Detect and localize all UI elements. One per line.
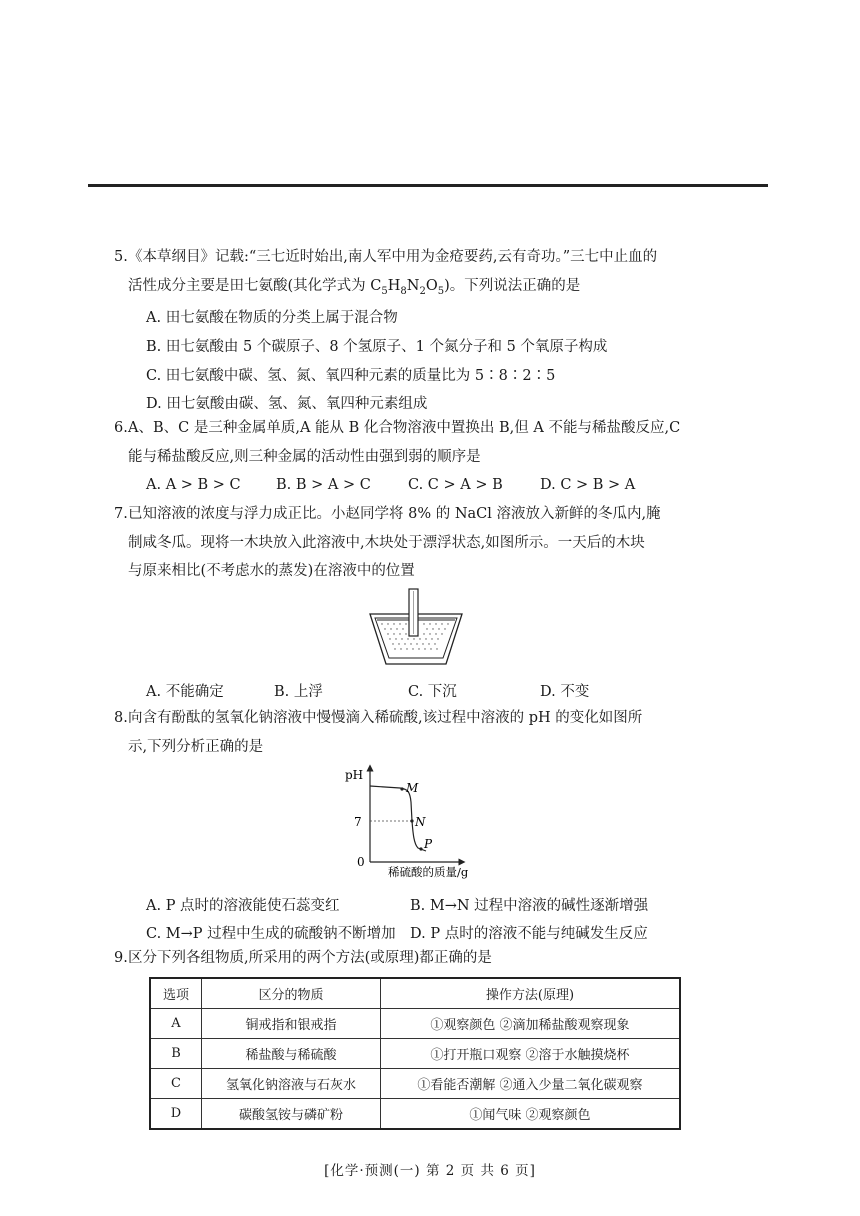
option-c: C. 下沉 xyxy=(408,684,457,700)
option-a: A. 田七氨酸在物质的分类上属于混合物 xyxy=(146,310,398,326)
table-row xyxy=(150,1009,680,1039)
x-axis-label: 稀硫酸的质量/g xyxy=(388,865,469,879)
question-number: 9. xyxy=(114,950,128,966)
table-cell: ①观察颜色 ②滴加稀盐酸观察现象 xyxy=(381,1009,681,1039)
option-c: C. M→P 过程中生成的硫酸钠不断增加 xyxy=(146,926,396,942)
question-text: 能与稀盐酸反应,则三种金属的活动性由强到弱的顺序是 xyxy=(128,448,481,465)
option-d: D. C > B > A xyxy=(540,477,636,493)
question-6 xyxy=(114,414,688,471)
origin-label: 0 xyxy=(357,855,365,869)
page-footer: [化学·预测(一) 第 2 页 共 6 页] xyxy=(324,1163,536,1179)
option-d: D. 不变 xyxy=(540,684,590,700)
question-7 xyxy=(114,500,688,586)
question-9 xyxy=(114,944,688,973)
comparison-table xyxy=(149,977,681,1130)
question-text: 与原来相比(不考虑水的蒸发)在溶液中的位置 xyxy=(128,563,415,579)
question-text: A、B、C 是三种金属单质,A 能从 B 化合物溶液中置换出 B,但 A 不能与稀盐酸反应,C xyxy=(128,420,681,436)
option-a: A. 不能确定 xyxy=(146,684,224,700)
table-cell: 稀盐酸与稀硫酸 xyxy=(202,1039,381,1069)
question-text: 制咸冬瓜。现将一木块放入此溶液中,木块处于漂浮状态,如图所示。一天后的木块 xyxy=(128,534,645,551)
question-5 xyxy=(114,243,688,306)
table-header: 区分的物质 xyxy=(202,978,381,1009)
question-text: 《本草纲目》记载:“三七近时始出,南人军中用为金疮要药,云有奇功。”三七中止血的 xyxy=(128,249,658,265)
question-text: 示,下列分析正确的是 xyxy=(128,738,264,755)
table-cell: ①闻气味 ②观察颜色 xyxy=(381,1099,681,1130)
question-text: 向含有酚酞的氢氧化钠溶液中慢慢滴入稀硫酸,该过程中溶液的 pH 的变化如图所 xyxy=(128,710,643,726)
table-row xyxy=(150,1069,680,1099)
option-b: B. B > A > C xyxy=(276,477,371,493)
question-number: 7. xyxy=(114,506,128,522)
option-d: D. 田七氨酸由碳、氢、氮、氧四种元素组成 xyxy=(146,396,428,412)
question-number: 8. xyxy=(114,710,128,726)
point-n xyxy=(410,819,413,822)
point-p xyxy=(419,847,422,850)
y-tick-label: 7 xyxy=(354,815,362,829)
table-cell: 铜戒指和银戒指 xyxy=(202,1009,381,1039)
point-p-label: P xyxy=(424,837,433,851)
y-axis-label: pH xyxy=(345,768,364,782)
option-d: D. P 点时的溶液不能与纯碱发生反应 xyxy=(410,926,648,942)
table-row xyxy=(150,1039,680,1069)
table-row xyxy=(150,1099,680,1130)
table-cell: ①看能否潮解 ②通入少量二氧化碳观察 xyxy=(381,1069,681,1099)
question-number: 6. xyxy=(114,420,128,436)
option-c: C. C > A > B xyxy=(408,477,503,493)
table-cell: ①打开瓶口观察 ②溶于水触摸烧杯 xyxy=(381,1039,681,1069)
table-cell: B xyxy=(150,1039,202,1069)
beaker-figure xyxy=(368,588,464,672)
question-text: 已知溶液的浓度与浮力成正比。小赵同学将 8% 的 NaCl 溶液放入新鲜的冬瓜内,腌 xyxy=(128,506,661,522)
table-header-row xyxy=(150,978,680,1009)
table-cell: D xyxy=(150,1099,202,1130)
option-b: B. 田七氨酸由 5 个碳原子、8 个氢原子、1 个氮分子和 5 个氧原子构成 xyxy=(146,339,608,355)
ph-chart xyxy=(330,762,510,882)
point-m-label: M xyxy=(406,781,419,795)
point-n-label: N xyxy=(415,815,426,829)
option-a: A. P 点时的溶液能使石蕊变红 xyxy=(146,898,340,914)
table-header: 操作方法(原理) xyxy=(381,978,681,1009)
question-text: 活性成分主要是田七氨酸(其化学式为 $C_5H_8N_2O_5$)。下列说法正确的是 xyxy=(128,277,581,297)
table-cell: 氢氧化钠溶液与石灰水 xyxy=(202,1069,381,1099)
option-b: B. 上浮 xyxy=(274,684,323,700)
question-number: 5. xyxy=(114,249,128,265)
option-c: C. 田七氨酸中碳、氢、氮、氧四种元素的质量比为 5∶8∶2∶5 xyxy=(146,368,556,384)
table-cell: C xyxy=(150,1069,202,1099)
header-rule xyxy=(88,184,768,187)
table-header: 选项 xyxy=(150,978,202,1009)
question-text: 区分下列各组物质,所采用的两个方法(或原理)都正确的是 xyxy=(128,950,492,966)
option-a: A. A > B > C xyxy=(146,477,241,493)
question-8 xyxy=(114,704,688,761)
option-b: B. M→N 过程中溶液的碱性逐渐增强 xyxy=(410,898,649,914)
point-m xyxy=(400,787,403,790)
table-cell: 碳酸氢铵与磷矿粉 xyxy=(202,1099,381,1130)
table-cell: A xyxy=(150,1009,202,1039)
